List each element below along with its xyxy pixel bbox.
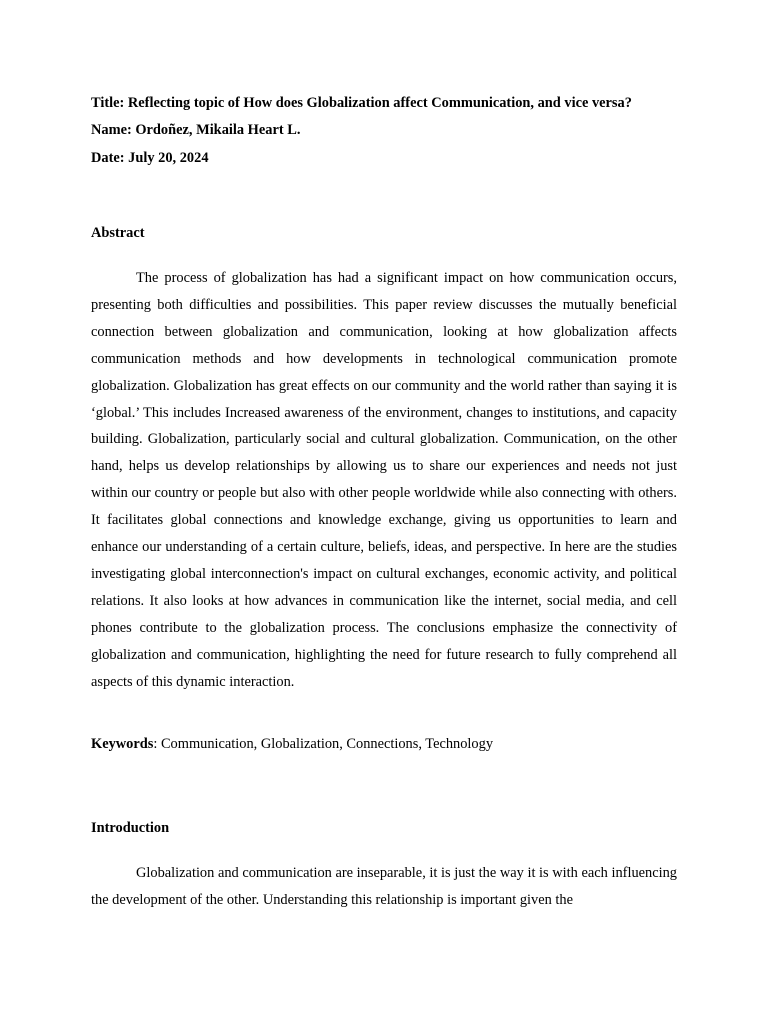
introduction-heading: Introduction — [91, 820, 170, 836]
abstract-heading: Abstract — [91, 225, 145, 241]
document-title: Title: Reflecting topic of How does Globalization affect Communication, and vice versa? — [91, 95, 632, 111]
keywords-value: : Communication, Globalization, Connections, Technology — [153, 736, 494, 752]
keywords-label: Keywords — [91, 736, 154, 752]
author-name: Name: Ordoñez, Mikaila Heart L. — [91, 122, 301, 138]
keywords-line — [91, 735, 677, 753]
abstract-body: The process of globalization has had a significant impact on how communication occurs, presenting both difficulties and possibilities. This paper review discusses the mutually beneficial connection between globalization and communication, looking at how globalization affects communication methods and how developments in technological communication promote globalization. Globalization has great effects on our community and the world rather than saying it is ‘global.’ This includes Increased awareness of the environment, changes to institutions, and capacity building. Globalization, particularly social and cultural globalization. Communication, on the other hand, helps us develop relationships by allowing us to share our experiences and needs not just within our country or people but also with other people worldwide while also connecting with others. It facilitates global connections and knowledge exchange, giving us opportunities to learn and enhance our understanding of a certain culture, beliefs, ideas, and perspective. In here are the studies investigating global interconnection's impact on cultural exchanges, economic activity, and political relations. It also looks at how advances in communication like the internet, social media, and cell phones contribute to the globalization process. The conclusions emphasize the connectivity of globalization and communication, highlighting the need for future research to fully comprehend all aspects of this dynamic interaction. — [91, 270, 677, 690]
document-date: Date: July 20, 2024 — [91, 150, 209, 166]
introduction-body: Globalization and communication are inseparable, it is just the way it is with each influencing the development of the other. Understanding this relationship is important given the — [91, 865, 677, 908]
